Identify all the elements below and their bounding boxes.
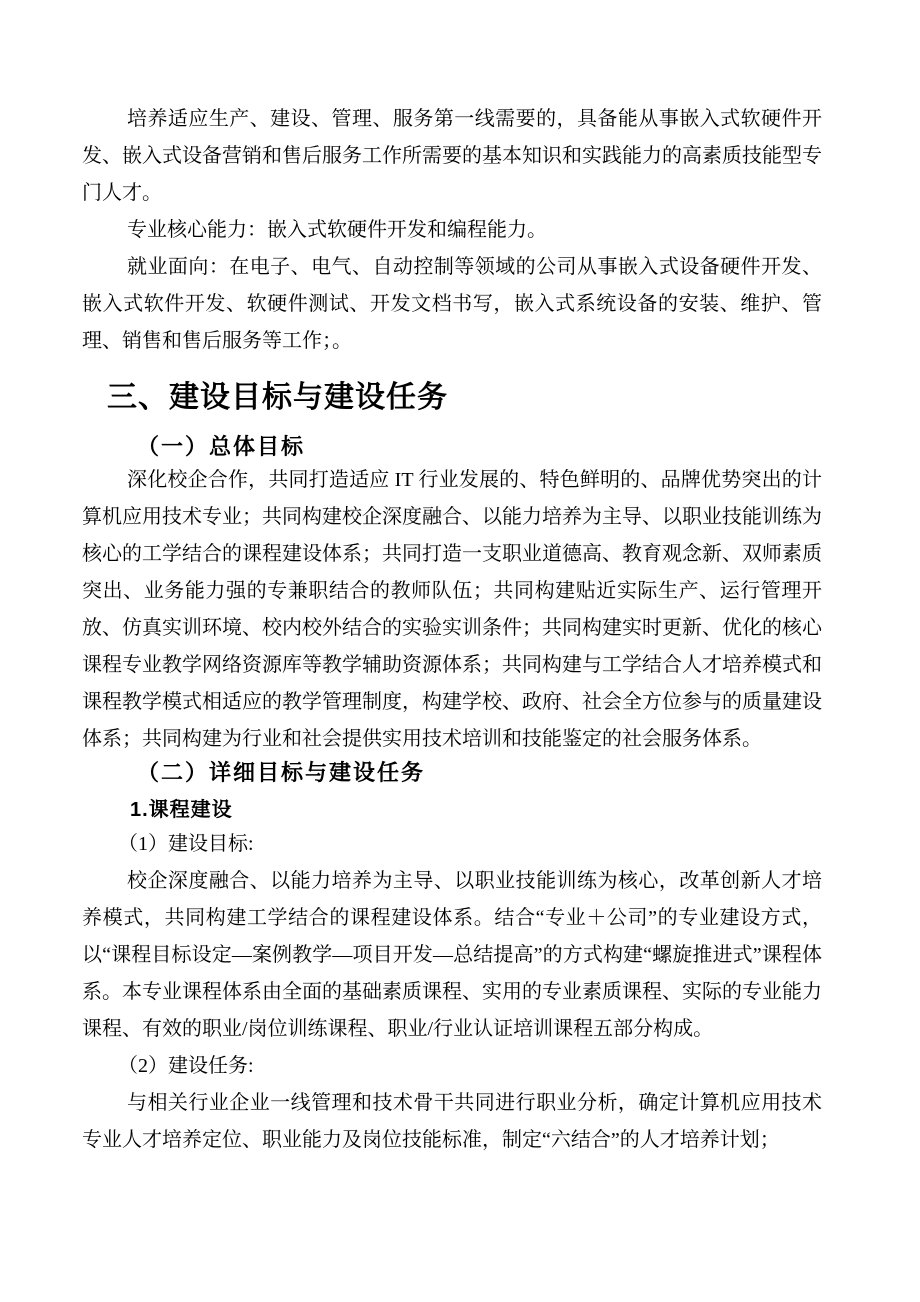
paragraph-core-ability: 专业核心能力：嵌入式软硬件开发和编程能力。 (127, 219, 547, 241)
heading-section-3-goals-and-tasks: 三、建设目标与建设任务 (107, 381, 448, 414)
heading-overall-goal: （一）总体目标 (137, 434, 306, 459)
subheading-construction-goal: （1）建设目标: (118, 833, 254, 855)
paragraph-course-system-detail: 校企深度融合、以能力培养为主导、以职业技能训练为核心，改革创新人才培养模式，共同构建工学结合的课程建设体系。结合“专业＋公司”的专业建设方式，以“课程目标设定—案例教学—项目开发—总结提高”的方式构建“螺旋推进式”课程体系。本专业课程体系由全面的基础素质课程、实用的专业素质课程、实际的专业能力课程、有效的职业/岗位训练课程、职业/行业认证培训课程五部分构成。 (82, 870, 822, 1040)
heading-course-construction: 1.课程建设 (130, 799, 233, 821)
paragraph-construction-task-detail: 与相关行业企业一线管理和技术骨干共同进行职业分析，确定计算机应用技术专业人才培养定位、职业能力及岗位技能标准，制定“六结合”的人才培养计划； (82, 1092, 822, 1151)
subheading-construction-task: （2）建设任务: (118, 1055, 254, 1077)
heading-detailed-goals-and-tasks: （二）详细目标与建设任务 (137, 760, 426, 785)
paragraph-cultivation-objective: 培养适应生产、建设、管理、服务第一线需要的，具备能从事嵌入式软硬件开发、嵌入式设备营销和售后服务工作所需要的基本知识和实践能力的高素质技能型专门人才。 (82, 108, 822, 204)
paragraph-overall-goal-detail: 深化校企合作，共同打造适应 IT 行业发展的、特色鲜明的、品牌优势突出的计算机应用技术专业；共同构建校企深度融合、以能力培养为主导、以职业技能训练为核心的工学结合的课程建设体系；共同打造一支职业道德高、教育观念新、双师素质突出、业务能力强的专兼职结合的教师队伍；共同构建贴近实际生产、运行管理开放、仿真实训环境、校内校外结合的实验实训条件；共同构建实时更新、优化的核心课程专业教学网络资源库等教学辅助资源体系；共同构建与工学结合人才培养模式和课程教学模式相适应的教学管理制度，构建学校、政府、社会全方位参与的质量建设体系；共同构建为行业和社会提供实用技术培训和技能鉴定的社会服务体系。 (82, 469, 822, 750)
paragraph-employment-orientation: 就业面向：在电子、电气、自动控制等领域的公司从事嵌入式设备硬件开发、嵌入式软件开发、软硬件测试、开发文档书写，嵌入式系统设备的安装、维护、管理、销售和售后服务等工作；。 (82, 256, 822, 352)
